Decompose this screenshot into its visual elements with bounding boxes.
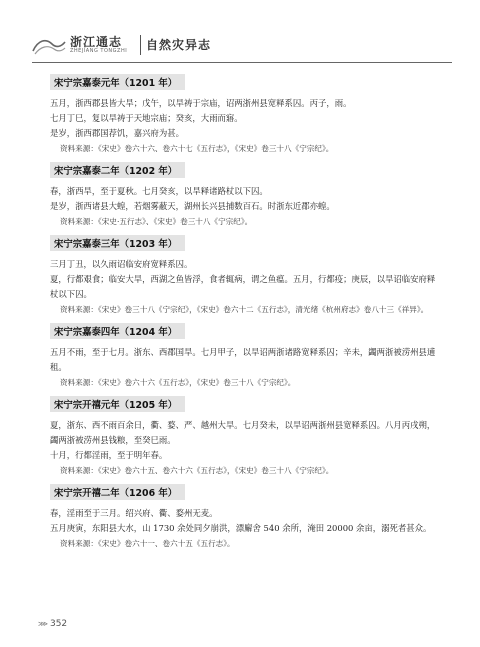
year-entry	[50, 319, 436, 389]
header-rule	[32, 62, 452, 63]
section-title: 自然灾异志	[146, 38, 212, 52]
entry-paragraph: 七月丁巳，复以旱祷于天地宗庙；癸亥，大雨而寤。	[50, 113, 243, 123]
page-arrow-icon: ⋙	[38, 620, 48, 628]
entry-source: 资料来源：《宋史·五行志》、《宋史》卷三十八《宁宗纪》。	[60, 217, 253, 226]
entry-source: 资料来源：《宋史》卷六十五、卷六十六《五行志》，《宋史》卷三十八《宁宗纪》。	[60, 466, 334, 475]
entry-source: 资料来源：《宋史》卷六十六《五行志》，《宋史》卷三十八《宁宗纪》。	[60, 378, 296, 387]
year-entry	[50, 480, 436, 550]
logo-wave-icon	[32, 34, 66, 56]
entry-source: 资料来源：《宋史》卷六十一、卷六十五《五行志》。	[60, 539, 235, 548]
header-divider	[140, 35, 141, 55]
entry-paragraph: 春，淫雨至于三月。绍兴府、衢、婺州无麦。	[50, 508, 218, 518]
entry-heading: 宋宁宗嘉泰三年（1203 年）	[50, 235, 185, 251]
entry-paragraph: 是岁，浙西诸县大蝗，若烟雾蔽天，湖州长兴县捕数百石。时浙东近郡亦蝗。	[50, 201, 335, 211]
entry-source: 资料来源：《宋史》卷六十六、卷六十七《五行志》，《宋史》卷三十八《宁宗纪》。	[60, 144, 334, 153]
entry-heading: 宋宁宗嘉泰元年（1201 年）	[50, 74, 185, 90]
entry-paragraph: 五月庚寅，东阳县大水，山 1730 余处同夕崩洪，漂廨舍 540 余所，淹田 20000 余亩，溺死者甚众。	[50, 523, 432, 533]
page-number: 352	[49, 619, 68, 629]
entry-paragraph: 夏，行都艰食；临安大旱，西湖之鱼皆浮，食者辄病，谓之鱼瘟。五月，行都疫；庚辰，以旱诏临安府释杖以下囚。	[50, 274, 436, 299]
page-header	[32, 32, 452, 60]
entry-paragraph: 五月，浙西郡县皆大旱；戊午，以旱祷于宗庙，诏两浙州县宽释系囚。丙子，雨。	[50, 98, 352, 108]
year-entry	[50, 158, 436, 228]
entry-paragraph: 三月丁丑，以久雨诏临安府宽释系囚。	[50, 259, 193, 269]
entry-heading: 宋宁宗开禧二年（1206 年）	[50, 484, 185, 500]
publication-logo-subtitle: ZHEJIANG TONGZHI	[70, 48, 128, 54]
entry-heading: 宋宁宗开禧元年（1205 年）	[50, 396, 185, 412]
entry-paragraph: 五月不雨，至于七月。浙东、西郡国旱。七月甲子，以旱诏两浙诸路宽释系囚；辛未，蠲两浙被涝州县逋租。	[50, 347, 436, 372]
entry-paragraph: 夏，浙东、西不雨百余日，衢、婺、严、越州大旱。七月癸未，以旱诏两浙州县宽释系囚。八月丙戌朔，蠲两浙被涝州县钱粮，至癸巳雨。	[50, 420, 436, 445]
entry-paragraph: 是岁，浙西郡国荐饥，嘉兴府为甚。	[50, 128, 184, 138]
entry-source: 资料来源：《宋史》卷三十八《宁宗纪》，《宋史》卷六十二《五行志》，清光绪《杭州府志》卷八十三《祥异》。	[60, 305, 429, 314]
publication-logo-text: 浙江通志	[70, 35, 123, 49]
entry-paragraph: 春，浙西旱，至于夏秋。七月癸亥，以旱释诸路杖以下囚。	[50, 186, 268, 196]
year-entry	[50, 231, 436, 316]
page-footer	[38, 619, 67, 629]
year-entry	[50, 392, 436, 477]
entry-heading: 宋宁宗嘉泰二年（1202 年）	[50, 162, 185, 178]
entry-heading: 宋宁宗嘉泰四年（1204 年）	[50, 323, 185, 339]
entry-paragraph: 十月，行都淫雨，至于明年春。	[50, 450, 168, 460]
page-body	[50, 70, 436, 553]
year-entry	[50, 70, 436, 155]
